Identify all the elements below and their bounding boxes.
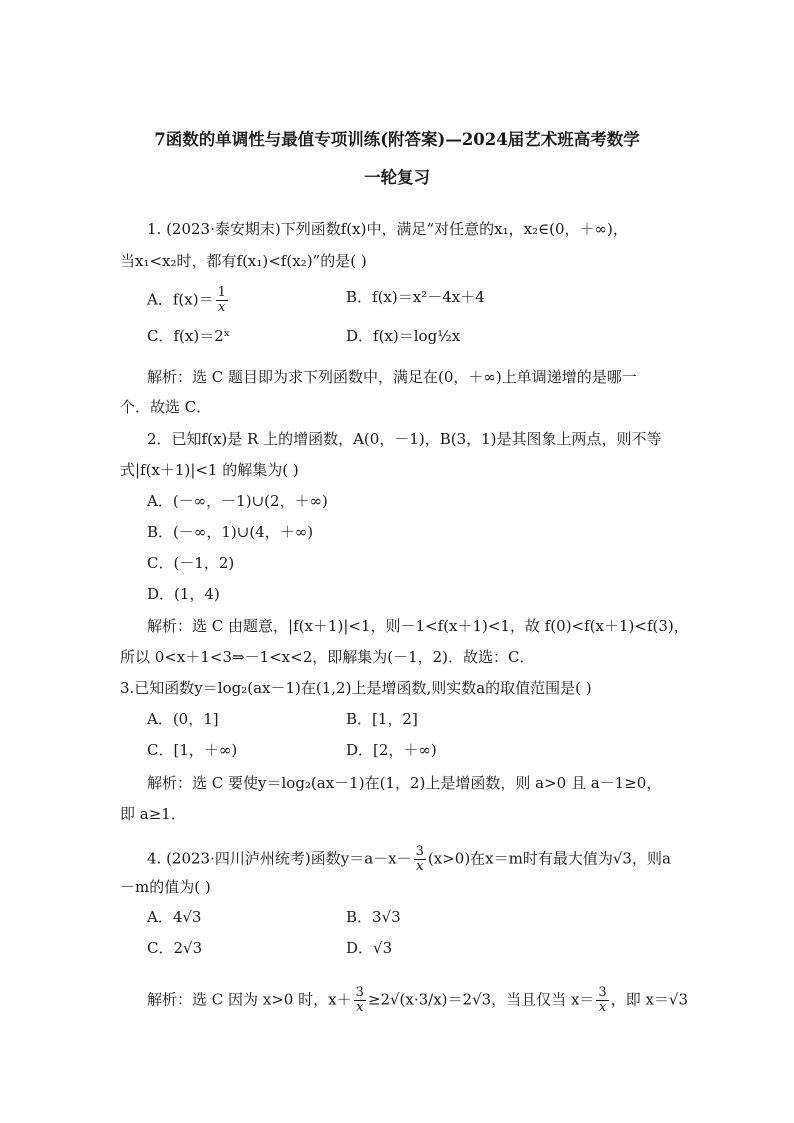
q1-option-b: B．f(x)＝x²－4x＋4 [346,288,485,306]
q1-option-d: D．f(x)＝log½x [346,327,461,345]
q3-stem: 3.已知函数y＝log₂(ax－1)在(1,2)上是增函数,则实数a的取值范围是( ) [120,679,592,697]
q2-option-c: C．(－1，2) [147,554,235,572]
q1-stem-line-1: 1. (2023·泰安期末)下列函数f(x)中，满足“对任意的x₁，x₂∈(0，＋∞)， [147,220,628,238]
q4-solution-text-pre: 解析：选 C 因为 x>0 时，x＋ [147,990,352,1009]
q2-option-b: B．(－∞，1)∪(4，＋∞) [147,523,314,541]
q4-solution-text-post: ，即 x＝√3 [610,990,689,1009]
q2-solution-line-1: 解析：选 C 由题意，|f(x＋1)|<1，则－1<f(x＋1)<1，故 f(0)<f(x＋1)<f(3)， [147,617,689,635]
q4-solution-fraction-1 [354,986,366,1015]
q2-stem-line-2: 式|f(x＋1)|<1 的解集为( ) [120,461,299,479]
q3-option-c: C．[1，＋∞) [147,741,238,759]
q4-option-d: D．√3 [346,939,393,957]
q2-solution-line-2: 所以 0<x＋1<3⇒－1<x<2，即解集为(－1，2)．故选：C． [120,648,535,666]
fraction-numerator: 3 [355,985,364,1000]
fraction-denominator: x [598,1000,607,1015]
q1-option-c: C．f(x)＝2ˣ [147,327,231,345]
q2-stem-line-1: 2．已知f(x)是 R 上的增函数，A(0，－1)，B(3，1)是其图象上两点，则不等 [147,430,662,448]
q4-option-a: A．4√3 [147,908,202,926]
q1-solution-line-1: 解析：选 C 题目即为求下列函数中，满足在(0，＋∞)上单调递增的是哪一 [147,368,637,386]
fraction-denominator: x [218,300,226,315]
q1-option-a-text: A．f(x)＝ [147,290,214,309]
q3-option-d: D．[2，＋∞) [346,741,437,759]
fraction-numerator: 3 [598,985,607,1000]
q1-option-a-fraction [216,286,228,315]
fraction-denominator: x [416,859,424,874]
fraction-numerator: 3 [415,844,424,859]
q4-option-c: C．2√3 [147,939,203,957]
q1-option-a [147,286,230,315]
q3-option-b: B．[1，2] [346,710,418,728]
q1-stem-line-2: 当x₁<x₂时，都有f(x₁)<f(x₂)”的是( ) [120,252,367,270]
q4-stem-text-pre: 4. (2023·四川泸州统考)函数y＝a－x－ [147,849,412,868]
q2-option-a: A．(－∞，－1)∪(2，＋∞) [147,492,328,510]
fraction-numerator: 1 [217,285,226,300]
q4-stem-line-2: －m的值为( ) [120,878,211,896]
q4-stem-text-post: (x>0)在x＝m时有最大值为√3，则a [427,849,671,868]
q3-option-a: A．(0，1] [147,710,219,728]
q4-stem-line-1 [147,845,671,874]
q2-option-d: D．(1，4) [147,585,220,603]
q4-solution-line-1 [147,986,688,1015]
document-title-line-2: 一轮复习 [364,168,430,187]
q4-solution-text-mid: ≥2√(x·3/x)＝2√3，当且仅当 x＝ [367,990,595,1009]
q4-option-b: B．3√3 [346,908,401,926]
q4-stem-fraction [414,845,426,874]
q4-solution-fraction-2 [596,986,608,1015]
q3-solution-line-1: 解析：选 C 要使y＝log₂(ax－1)在(1，2)上是增函数，则 a>0 且 a－1≥0， [147,774,662,792]
document-title-line-1: 7函数的单调性与最值专项训练(附答案)—2024届艺术班高考数学 [154,130,640,149]
q3-solution-line-2: 即 a≥1． [120,805,186,823]
q1-solution-line-2: 个．故选 C． [120,398,212,416]
fraction-denominator: x [356,1000,364,1015]
